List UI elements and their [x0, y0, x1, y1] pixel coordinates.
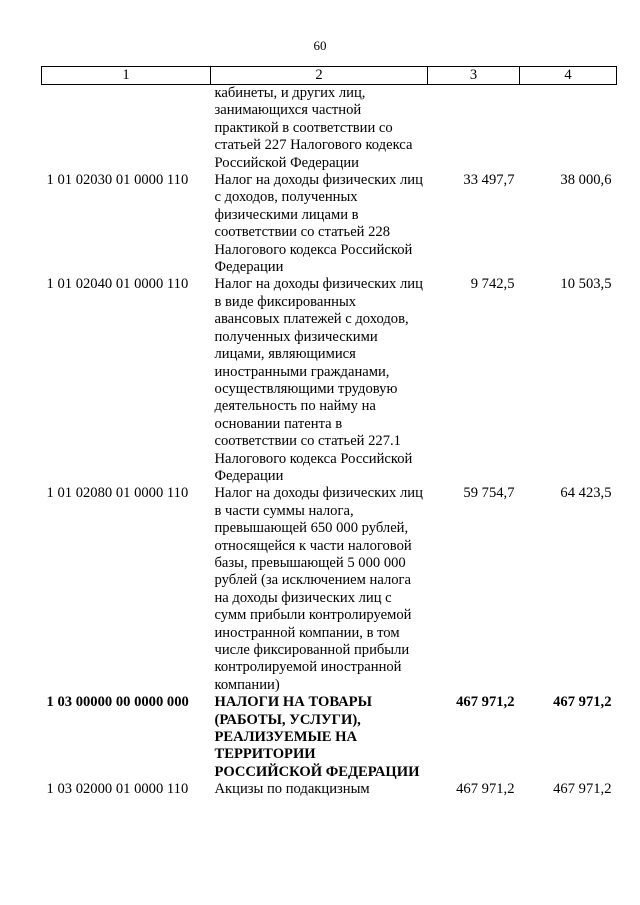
table-row — [42, 485, 617, 694]
row-name: Налог на доходы физических лиц в части суммы налога, превышающей 650 000 рублей, относящейся к части налоговой базы, превышающей 5 000 000 рублей (за исключением налога на доходы физических лиц с сумм прибыли контролируемой иностранной компании, в том числе фиксированной прибыли контролируемой иностранной компании) — [214, 485, 423, 693]
header-row — [42, 67, 617, 85]
row-name: Налог на доходы физических лиц в виде фиксированных авансовых платежей с доходов, полученных физическими лицами, являющимися иностранными гражданами, осуществляющими трудовую деятельность по найму на основании патента в соответствии со статьей 227.1 Налогового кодекса Российской Федерации — [214, 276, 423, 484]
revenue-table — [41, 66, 617, 799]
row-name: Акцизы по подакцизным — [214, 781, 370, 798]
row-code — [42, 85, 211, 173]
row-code: 1 03 02000 01 0000 110 — [46, 781, 189, 798]
row-value-col4 — [520, 85, 617, 173]
row-name: Налог на доходы физических лиц с доходов, полученных физическими лицами в соответствии со статьей 228 Налогового кодекса Российской Федерации — [214, 172, 423, 276]
row-value-col4: 10 503,5 — [560, 276, 612, 293]
header-col-2: 2 — [211, 67, 428, 85]
table-row — [42, 85, 617, 173]
row-value-col4: 64 423,5 — [560, 485, 612, 502]
row-value-col4: 467 971,2 — [553, 694, 612, 711]
row-value-col3 — [428, 85, 520, 173]
table-row — [42, 172, 617, 276]
row-value-col3: 9 742,5 — [470, 276, 515, 293]
row-code: 1 01 02030 01 0000 110 — [46, 172, 189, 189]
row-code: 1 01 02080 01 0000 110 — [46, 485, 189, 502]
header-col-1: 1 — [42, 67, 211, 85]
row-name: кабинеты, и других лиц, занимающихся частной практикой в соответствии со статьей 227 Налогового кодекса Российской Федерации — [214, 85, 413, 171]
row-value-col3: 59 754,7 — [463, 485, 515, 502]
row-value-col4: 467 971,2 — [553, 781, 612, 798]
row-value-col3: 467 971,2 — [456, 694, 515, 711]
row-value-col3: 33 497,7 — [463, 172, 515, 189]
table-header — [42, 67, 617, 85]
row-value-col4: 38 000,6 — [560, 172, 612, 189]
row-value-col3: 467 971,2 — [456, 781, 515, 798]
table-body — [42, 85, 617, 799]
row-code: 1 03 00000 00 0000 000 — [46, 694, 189, 711]
header-col-4: 4 — [520, 67, 617, 85]
row-name: НАЛОГИ НА ТОВАРЫ (РАБОТЫ, УСЛУГИ), РЕАЛИЗУЕМЫЕ НА ТЕРРИТОРИИ РОССИЙСКОЙ ФЕДЕРАЦИИ — [214, 694, 420, 780]
header-col-3: 3 — [428, 67, 520, 85]
row-code: 1 01 02040 01 0000 110 — [46, 276, 189, 293]
table-row-section-total — [42, 694, 617, 781]
table-row — [42, 781, 617, 798]
table-row — [42, 276, 617, 485]
page-number: 60 — [313, 38, 327, 53]
